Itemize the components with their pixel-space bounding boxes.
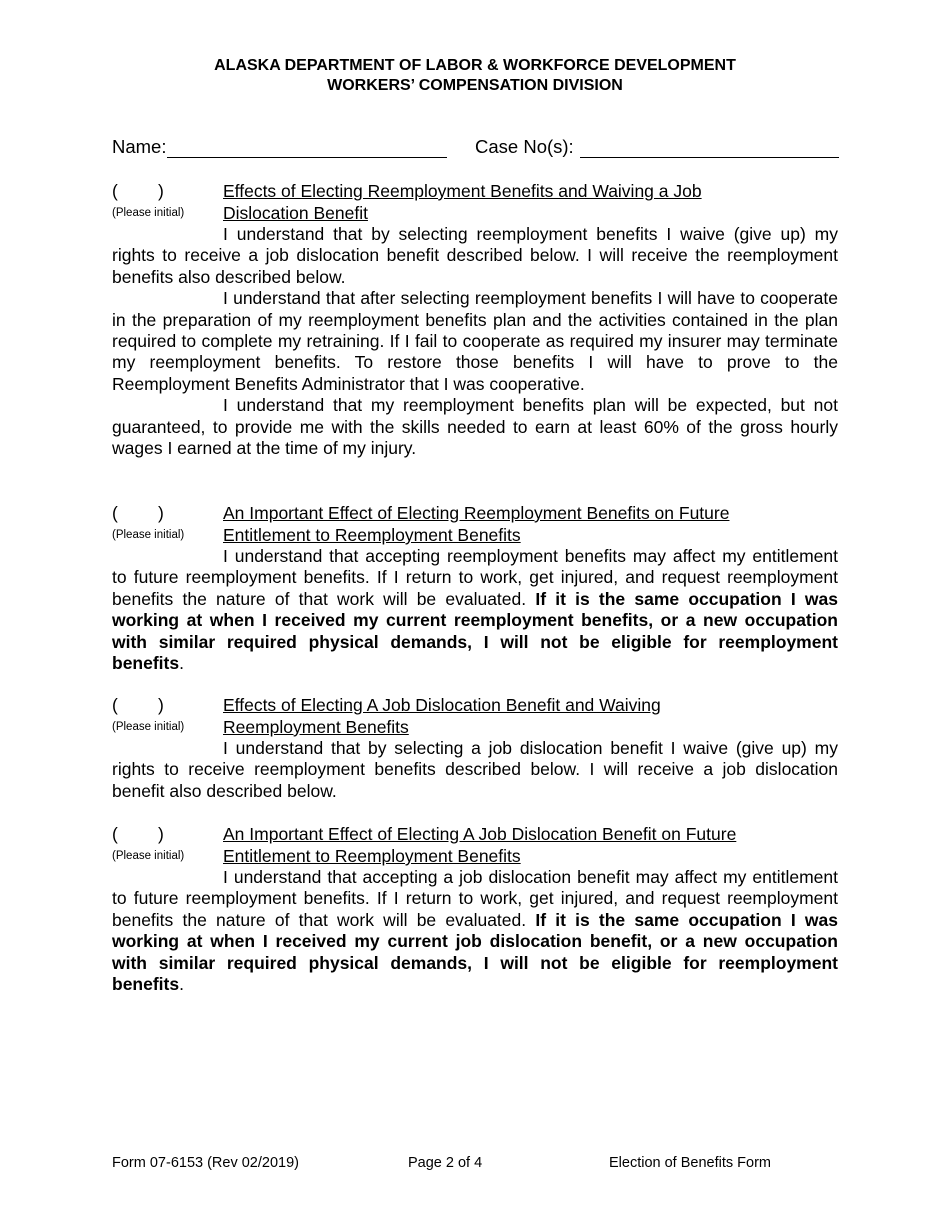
- paren-open: (: [112, 824, 118, 844]
- paragraph: I understand that by selecting a job dislocation benefit I waive (give up) my rights to receive reemployment benefits described below. I will receive a job dislocation benefit also described below.: [112, 738, 838, 801]
- paren-open: (: [112, 181, 118, 201]
- name-label: Name:: [112, 136, 167, 157]
- document-header: [0, 56, 950, 96]
- paren-open: (: [112, 695, 118, 715]
- section-heading: [112, 180, 838, 224]
- paragraph: I understand that by selecting reemployment benefits I waive (give up) my rights to receive a job dislocation benefit described below. I will receive the reemployment benefits also described below.: [112, 224, 838, 287]
- section-job-dislocation-election: [112, 694, 838, 802]
- case-number-label: Case No(s):: [475, 136, 574, 157]
- paren-close: ): [158, 181, 164, 201]
- section-heading: [112, 502, 838, 546]
- case-number-field[interactable]: [580, 157, 839, 158]
- section-title: Effects of Electing Reemployment Benefits and Waiving a Job Dislocation Benefit: [223, 181, 702, 223]
- paren-close: ): [158, 695, 164, 715]
- paren-open: (: [112, 503, 118, 523]
- paragraph: I understand that my reemployment benefits plan will be expected, but not guaranteed, to provide me with the skills needed to earn at least 60% of the gross hourly wages I earned at the time of my injury.: [112, 395, 838, 459]
- please-initial-label: (Please initial): [112, 207, 185, 219]
- paragraph: I understand that accepting reemployment benefits may affect my entitlement to future reemployment benefits. If I return to work, get injured, and request reemployment benefits the nature of that work will be evaluated. If it is the same occupation I was working at when I received my current reemployment benefits, or a new occupation with similar required physical demands, I will not be eligible for reemployment benefits.: [112, 546, 838, 674]
- initial-box[interactable]: [112, 694, 164, 716]
- paragraph: I understand that accepting a job dislocation benefit may affect my entitlement to future reemployment benefits. If I return to work, get injured, and request reemployment benefits the nature of that work will be evaluated. If it is the same occupation I was working at when I received my current job dislocation benefit, or a new occupation with similar required physical demands, I will not be eligible for reemployment benefits.: [112, 867, 838, 995]
- initial-box[interactable]: [112, 502, 164, 524]
- section-title: An Important Effect of Electing Reemployment Benefits on Future Entitlement to Reemployment Benefits: [223, 503, 730, 545]
- please-initial-label: (Please initial): [112, 529, 185, 541]
- section-title: An Important Effect of Electing A Job Dislocation Benefit on Future Entitlement to Reemployment Benefits: [223, 824, 737, 866]
- please-initial-label: (Please initial): [112, 850, 185, 862]
- section-heading: [112, 694, 838, 738]
- footer-form-title: Election of Benefits Form: [609, 1155, 771, 1171]
- section-heading: [112, 823, 838, 867]
- bold-warning: If it is the same occupation I was working at when I received my current reemployment benefits, or a new occupation with similar required physical demands, I will not be eligible for reemployment benefits: [112, 588, 838, 674]
- section-reemployment-future-effect: [112, 502, 838, 674]
- initial-box[interactable]: [112, 180, 164, 202]
- paragraph: I understand that after selecting reemployment benefits I will have to cooperate in the preparation of my reemployment benefits plan and the activities contained in the plan required to complete my retraining. If I fail to cooperate as required my insurer may terminate my reemployment benefits. To restore those benefits I will have to prove to the Reemployment Benefits Administrator that I was cooperative.: [112, 288, 838, 394]
- section-reemployment-election: [112, 180, 838, 459]
- agency-name: ALASKA DEPARTMENT OF LABOR & WORKFORCE DEVELOPMENT: [214, 57, 736, 74]
- division-name: WORKERS’ COMPENSATION DIVISION: [327, 77, 623, 94]
- paren-close: ): [158, 824, 164, 844]
- please-initial-label: (Please initial): [112, 721, 185, 733]
- initial-box[interactable]: [112, 823, 164, 845]
- paren-close: ): [158, 503, 164, 523]
- section-job-dislocation-future-effect: [112, 823, 838, 995]
- section-title: Effects of Electing A Job Dislocation Benefit and Waiving Reemployment Benefits: [223, 695, 661, 737]
- footer-page-number: Page 2 of 4: [408, 1155, 483, 1171]
- identification-row: [112, 136, 839, 160]
- footer-form-number: Form 07-6153 (Rev 02/2019): [112, 1155, 299, 1171]
- name-field[interactable]: [167, 157, 447, 158]
- bold-warning: If it is the same occupation I was working at when I received my current job dislocation benefit, or a new occupation with similar required physical demands, I will not be eligible for reemployment benefits: [112, 909, 838, 995]
